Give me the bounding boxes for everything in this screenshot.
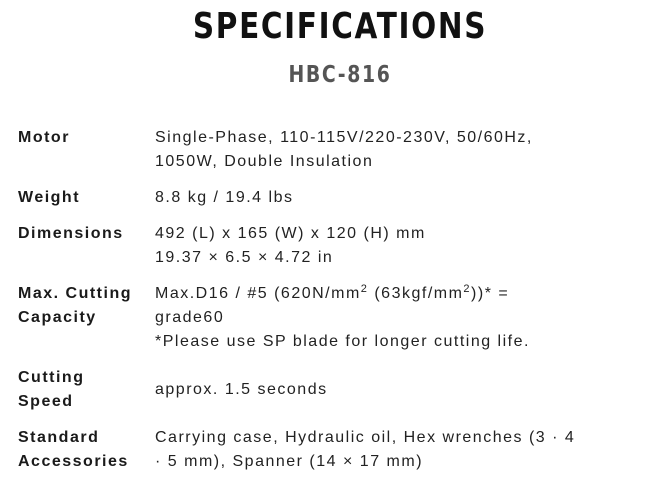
spec-label-cutting-speed-line1: Cutting <box>18 369 85 386</box>
spec-value-dimensions-in: 19.37 × 6.5 × 4.72 in <box>155 249 334 266</box>
spec-value-motor <box>155 126 668 174</box>
model-number: HBC-816 <box>288 62 392 88</box>
spec-label-cutting-speed <box>18 366 155 414</box>
spec-label-cutting-speed-line2: Speed <box>18 393 74 410</box>
capacity-text-a: Max.D16 / #5 (620N/mm <box>155 285 361 302</box>
spec-row-cutting-speed <box>18 366 668 414</box>
spec-value-motor-line2: 1050W, Double Insulation <box>155 153 374 170</box>
spec-value-max-cutting-line1 <box>155 282 668 306</box>
spec-value-standard-accessories <box>155 426 668 474</box>
spec-row-dimensions <box>18 222 668 270</box>
spec-row-motor <box>18 126 668 174</box>
page-title: SPECIFICATIONS <box>192 6 488 47</box>
spec-value-max-cutting-line2: grade60 <box>155 309 225 326</box>
spec-row-max-cutting-capacity <box>18 282 668 354</box>
spec-value-accessories-line1: Carrying case, Hydraulic oil, Hex wrenches (3 · 4 <box>155 429 576 446</box>
capacity-text-c: ))* = <box>471 285 510 302</box>
spec-label-max-cutting-line2: Capacity <box>18 309 97 326</box>
spec-label-motor: Motor <box>18 129 70 146</box>
spec-row-standard-accessories <box>18 426 668 474</box>
spec-label-weight: Weight <box>18 189 81 206</box>
spec-value-dimensions-mm: 492 (L) x 165 (W) x 120 (H) mm <box>155 225 426 242</box>
spec-table <box>18 126 668 474</box>
spec-label-standard-accessories <box>18 426 155 474</box>
spec-label-max-cutting-capacity <box>18 282 155 354</box>
spec-label-dimensions: Dimensions <box>18 225 124 242</box>
superscript-2: 2 <box>463 283 472 295</box>
spec-value-accessories-line2: · 5 mm), Spanner (14 × 17 mm) <box>155 453 424 470</box>
spec-value-motor-line1: Single-Phase, 110-115V/220-230V, 50/60Hz, <box>155 129 533 146</box>
superscript-2: 2 <box>360 283 369 295</box>
spec-value-max-cutting-note: *Please use SP blade for longer cutting life. <box>155 333 530 350</box>
spec-value-dimensions <box>155 222 668 270</box>
spec-label-accessories-line1: Standard <box>18 429 100 446</box>
spec-label-max-cutting-line1: Max. Cutting <box>18 285 132 302</box>
spec-value-cutting-speed: approx. 1.5 seconds <box>155 381 328 398</box>
spec-label-accessories-line2: Accessories <box>18 453 129 470</box>
spec-value-weight: 8.8 kg / 19.4 lbs <box>155 189 294 206</box>
spec-value-max-cutting-capacity <box>155 282 668 354</box>
spec-row-weight <box>18 186 668 210</box>
capacity-text-b: (63kgf/mm <box>368 285 464 302</box>
